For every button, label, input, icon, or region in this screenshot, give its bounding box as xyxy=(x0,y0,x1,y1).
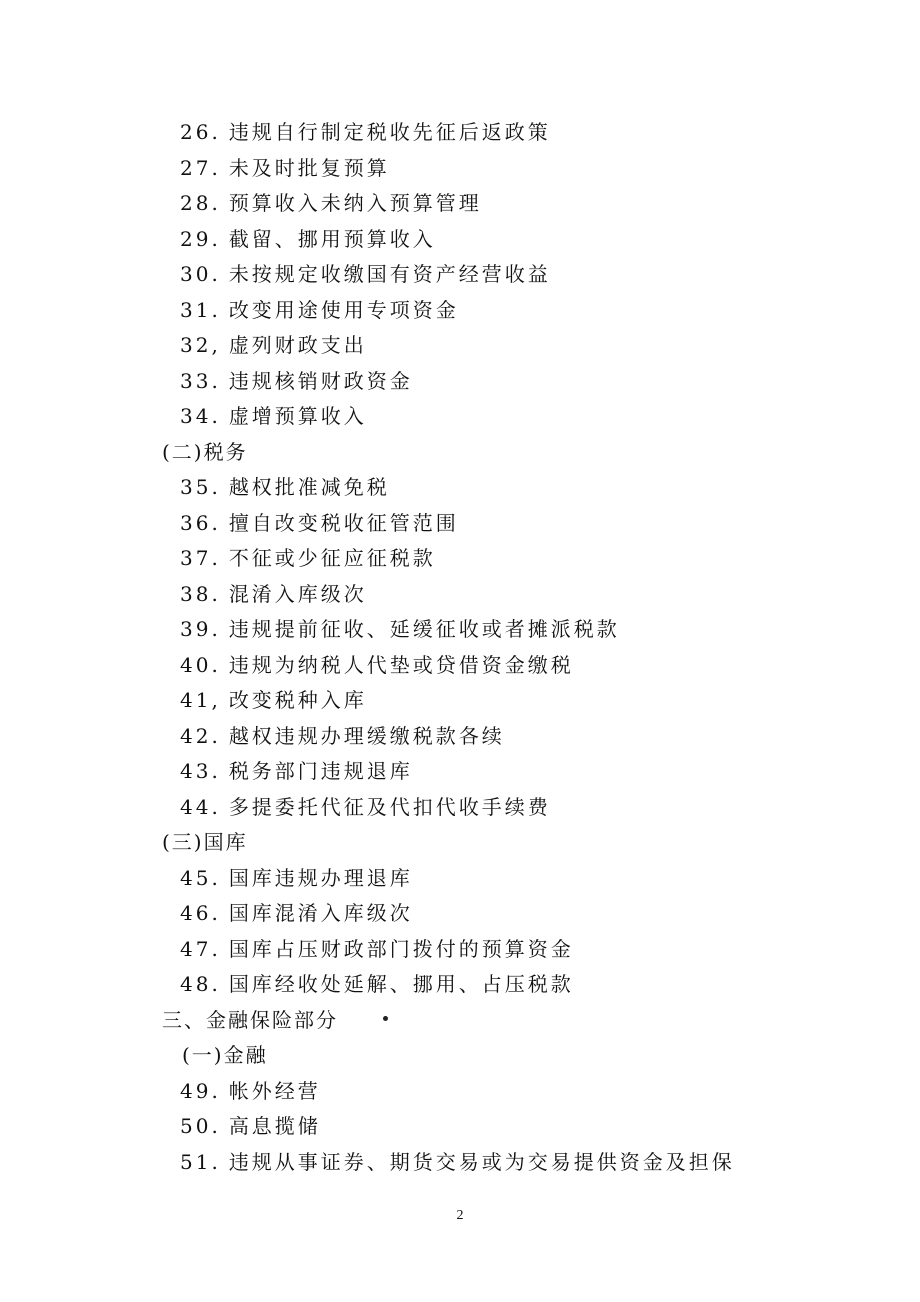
page-number: 2 xyxy=(456,1208,464,1223)
list-item xyxy=(180,1114,321,1138)
item-number: 51. xyxy=(180,1150,221,1174)
item-number: 46. xyxy=(180,901,221,925)
item-text: 多提委托代征及代扣代收手续费 xyxy=(228,795,551,819)
item-text: 国库占压财政部门拨付的预算资金 xyxy=(228,937,574,961)
item-number: 49. xyxy=(180,1079,221,1103)
item-text: 高息揽储 xyxy=(228,1114,321,1138)
item-text: 未按规定收缴国有资产经营收益 xyxy=(228,262,551,286)
item-number: 35. xyxy=(180,475,221,499)
list-item xyxy=(180,546,436,570)
item-number: 41, xyxy=(180,688,221,712)
list-item xyxy=(180,582,367,606)
list-item xyxy=(180,795,551,819)
item-text: 改变用途使用专项资金 xyxy=(228,298,459,322)
item-text: 改变税种入库 xyxy=(228,688,367,712)
item-text: 未及时批复预算 xyxy=(228,156,390,180)
item-text: 越权违规办理缓缴税款各续 xyxy=(228,724,505,748)
list-item xyxy=(180,156,390,180)
item-number: 29. xyxy=(180,227,221,251)
item-number: 32, xyxy=(180,333,221,357)
item-number: 39. xyxy=(180,617,221,641)
item-number: 45. xyxy=(180,866,221,890)
item-text: 预算收入未纳入预算管理 xyxy=(228,191,482,215)
list-item xyxy=(180,404,367,428)
section-heading-finance-part: 三、金融保险部分 xyxy=(162,1008,338,1032)
item-text: 税务部门违规退库 xyxy=(228,759,413,783)
item-number: 37. xyxy=(180,546,221,570)
section-heading-treasury: (三)国库 xyxy=(162,830,248,854)
item-number: 31. xyxy=(180,298,221,322)
item-number: 30. xyxy=(180,262,221,286)
item-number: 47. xyxy=(180,937,221,961)
item-number: 50. xyxy=(180,1114,221,1138)
item-text: 越权批准减免税 xyxy=(228,475,390,499)
list-item xyxy=(180,901,413,925)
list-item xyxy=(180,191,482,215)
item-text: 违规从事证券、期货交易或为交易提供资金及担保 xyxy=(228,1150,735,1174)
item-text: 违规提前征收、延缓征收或者摊派税款 xyxy=(228,617,620,641)
list-item xyxy=(180,298,459,322)
item-text: 帐外经营 xyxy=(228,1079,321,1103)
item-text: 国库经收处延解、挪用、占压税款 xyxy=(228,972,574,996)
item-number: 26. xyxy=(180,120,221,144)
item-text: 国库违规办理退库 xyxy=(228,866,413,890)
list-item xyxy=(180,937,574,961)
section-heading-tax: (二)税务 xyxy=(162,440,248,464)
item-text: 混淆入库级次 xyxy=(228,582,367,606)
list-item xyxy=(180,972,574,996)
list-item xyxy=(180,759,413,783)
list-item xyxy=(180,511,459,535)
item-number: 28. xyxy=(180,191,221,215)
item-number: 43. xyxy=(180,759,221,783)
list-item xyxy=(180,369,413,393)
list-item xyxy=(180,1079,321,1103)
list-item xyxy=(180,724,505,748)
item-text: 擅自改变税收征管范围 xyxy=(228,511,459,535)
list-item xyxy=(180,866,413,890)
item-text: 不征或少征应征税款 xyxy=(228,546,436,570)
item-text: 违规核销财政资金 xyxy=(228,369,413,393)
item-number: 48. xyxy=(180,972,221,996)
list-item xyxy=(180,1150,735,1174)
item-number: 42. xyxy=(180,724,221,748)
item-text: 虚增预算收入 xyxy=(228,404,367,428)
item-number: 40. xyxy=(180,653,221,677)
stray-dot-mark xyxy=(383,1016,388,1021)
item-text: 截留、挪用预算收入 xyxy=(228,227,436,251)
item-number: 34. xyxy=(180,404,221,428)
list-item xyxy=(180,653,574,677)
section-heading-finance: (一)金融 xyxy=(182,1043,268,1067)
item-text: 违规为纳税人代垫或贷借资金缴税 xyxy=(228,653,574,677)
item-text: 虚列财政支出 xyxy=(228,333,367,357)
item-number: 27. xyxy=(180,156,221,180)
list-item xyxy=(180,227,436,251)
item-number: 38. xyxy=(180,582,221,606)
item-text: 违规自行制定税收先征后返政策 xyxy=(228,120,551,144)
item-number: 44. xyxy=(180,795,221,819)
list-item xyxy=(180,262,551,286)
list-item xyxy=(180,617,620,641)
list-item xyxy=(180,475,390,499)
item-text: 国库混淆入库级次 xyxy=(228,901,413,925)
item-number: 33. xyxy=(180,369,221,393)
list-item xyxy=(180,120,551,144)
list-item xyxy=(180,688,367,712)
item-number: 36. xyxy=(180,511,221,535)
list-item xyxy=(180,333,367,357)
